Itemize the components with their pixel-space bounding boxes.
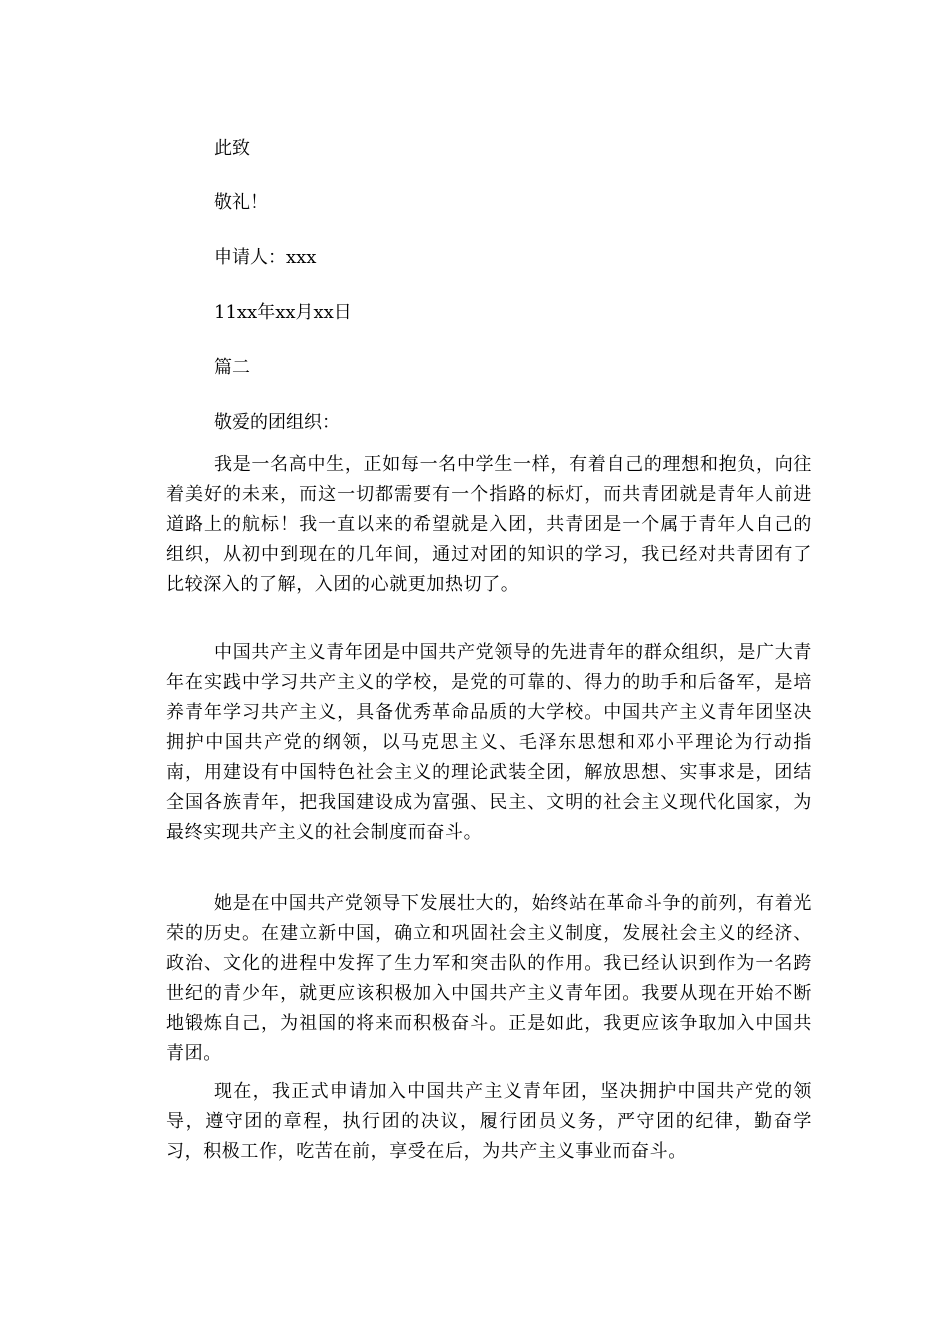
section-title: 篇二	[214, 357, 250, 378]
body-paragraph: 我是一名高中生，正如每一名中学生一样，有着自己的理想和抱负，向往着美好的未来，而这一切都需要有一个指路的标灯，而共青团就是青年人前进道路上的航标！我一直以来的希望就是入团，共青团是一个属于青年人自己的组织，从初中到现在的几年间，通过对团的知识的学习，我已经对共青团有了比较深入的了解，入团的心就更加热切了。	[166, 454, 812, 595]
body-paragraph: 现在，我正式申请加入中国共产主义青年团，坚决拥护中国共产党的领导，遵守团的章程，执行团的决议，履行团员义务，严守团的纪律，勤奋学习，积极工作，吃苦在前，享受在后，为共产主义事业而奋斗。	[166, 1081, 812, 1162]
body-paragraph: 她是在中国共产党领导下发展壮大的，始终站在革命斗争的前列，有着光荣的历史。在建立新中国，确立和巩固社会主义制度，发展社会主义的经济、政治、文化的进程中发挥了生力军和突击队的作用。我已经认识到作为一名跨世纪的青少年，就更应该积极加入中国共产主义青年团。我要从现在开始不断地锻炼自己，为祖国的将来而积极奋斗。正是如此，我更应该争取加入中国共青团。	[166, 893, 812, 1064]
applicant-line: 申请人：xxx	[214, 247, 317, 268]
body-paragraph: 中国共产主义青年团是中国共产党领导的先进青年的群众组织，是广大青年在实践中学习共产主义的学校，是党的可靠的、得力的助手和后备军，是培养青年学习共产主义，具备优秀革命品质的大学校。中国共产主义青年团坚决拥护中国共产党的纲领，以马克思主义、毛泽东思想和邓小平理论为行动指南，用建设有中国特色社会主义的理论武装全团，解放思想、实事求是，团结全国各族青年，把我国建设成为富强、民主、文明的社会主义现代化国家，为最终实现共产主义的社会制度而奋斗。	[166, 642, 812, 843]
closing-salutation: 此致	[214, 138, 250, 159]
letter-greeting: 敬爱的团组织：	[214, 412, 340, 433]
closing-respect: 敬礼！	[214, 192, 268, 213]
date-line: 11xx年xx月xx日	[214, 302, 352, 323]
